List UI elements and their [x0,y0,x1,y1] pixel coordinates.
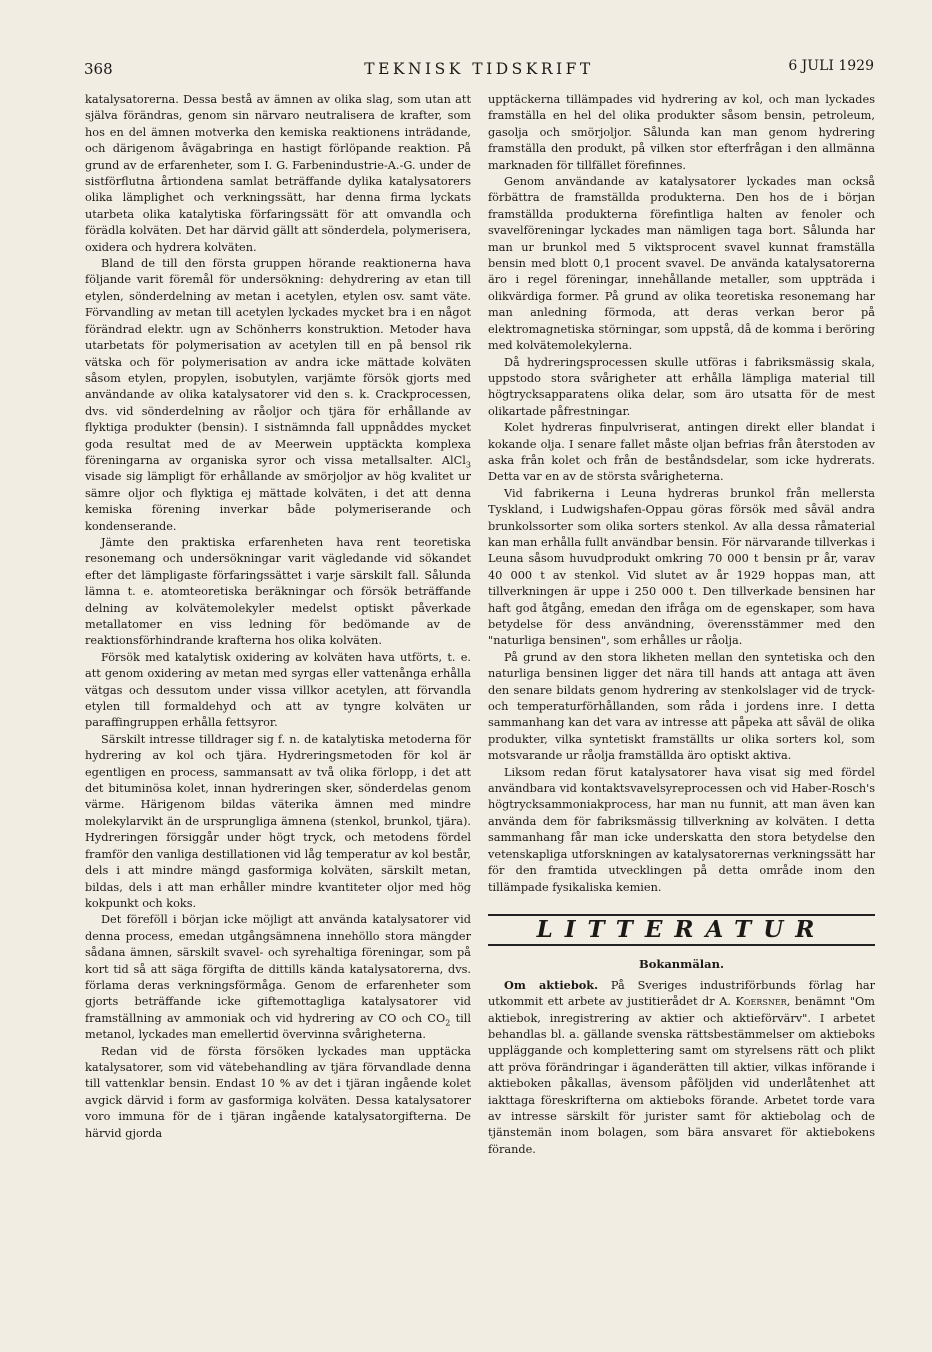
paragraph [85,256,471,535]
review-author: Koersner [735,995,787,1009]
paragraph: Då hydreringsprocessen skulle utföras i fabriksmässig skala, uppstodo stora svårigheter att erhålla lämpliga material till högtrycksapparatens olika delar, som äro utsatta för de mest olikartade påfrestningar. [488,355,875,418]
paragraph: upptäckerna tillämpades vid hydrering av kol, och man lyckades framställa en hel del olika produkter såsom bensin, petroleum, gasolja och smörjoljor. Sålunda kan man genom hydrering framställa den produkt, på vilken stor efterfrågan i den allmänna marknaden för tillfället förefinnes. [488,93,875,172]
page-number: 368 [84,60,113,78]
review-title: Om aktiebok. [504,977,599,992]
paragraph: katalysatorerna. Dessa bestå av ämnen av olika slag, som utan att själva förändras, genom sin närvaro neutralisera de krafter, som hos en del ämnen motverka den kemiska reaktionens inträdande, och därigenom åvägabringa en hastigt förlöpande reaktion. På grund av de erfarenheter, som I. G. Farbenindustrie-A.-G. under de sistförflutna årtiondena samlat beträffande dylika katalysatorers olika lämplighet och verkningssätt, har denna firma lyckats utarbeta olika katalytiska förfaringssätt för att omvandla och förädla kolväten. Det har därvid gällt att sönderdela, polymerisera, oxidera och hydrera kolväten. [85,93,471,254]
paragraph: Vid fabrikerna i Leuna hydreras brunkol från mellersta Tyskland, i Ludwigshafen-Oppau göras försök med såväl andra brunkolssorter som olika sorters stenkol. Av alla dessa råmaterial kan man erhålla fullt användbar bensin. För närvarande tillverkas i Leuna såsom huvudprodukt omkring 70 000 t bensin pr år, varav 40 000 t av stenkol. Vid slutet av år 1929 hoppas man, att tillverkningen är uppe i 250 000 t. Den tillverkade bensinen har haft god åtgång, emedan den ifråga om de egenskaper, som hava betydelse för dess användning, överensstämmer med den "naturliga bensinen", som erhålles ur råolja. [488,486,875,648]
issue-date: 6 JULI 1929 [788,58,874,74]
paragraph-text: visade sig lämpligt för erhållande av smörjoljor av hög kvalitet ur sämre oljor och flyktiga ej mättade kolväten, i det att denna kemiska förening inverkar både polymeriserande och kondenserande. [85,470,471,533]
subscript: 2 [445,1018,451,1027]
section-title-litteratur: LITTERATUR [488,914,875,946]
paragraph-text: till metanol, lyckades man emellertid övervinna svårigheterna. [85,1011,471,1042]
paragraph: Kolet hydreras finpulvriserat, antingen direkt eller blandat i kokande olja. I senare fallet måste oljan befrias från återstoden av aska från kolet och från de beståndsdelar, som icke hydrerats. Detta var en av de största svårigheterna. [488,421,875,484]
paragraph-text: Bland de till den första gruppen hörande reaktionerna hava följande varit föremål för undersökning: dehydrering av etan till etylen, sönderdelning av metan i acetylen, etylen osv. samt väte. Förvandling av metan till acetylen lyckades mycket bra i en något förändrad elektr. ugn av Schönherrs konstruktion. Metoder hava utarbetats för polymerisation av acetylen till en på bensol rik vätska och för polymerisation av andra icke mättade kolväten såsom etylen, propylen, isobutylen, varjämte försök gjorts med användande av olika katalysatorer vid den s. k. Crackprocessen, dvs. vid sönderdelning av råoljor och tjära för erhållande av flyktiga produkter (bensin). I sistnämnda fall uppnåddes mycket goda resultat med de av Meerwein upptäckta komplexa föreningarna av organiska syror och vissa metallsalter. AlCl [85,257,471,467]
paragraph-text: Det föreföll i början icke möjligt att använda katalysatorer vid denna process, emedan utgångsämnena innehöllo stora mängder sådana ämnen, särskilt svavel- och syrehaltiga föreningar, som på kort tid så att säga förgifta de dittills kända katalysatorerna, dvs. förlama deras verkningsförmåga. Genom de erfarenheter som gjorts beträffande icke giftemottagliga katalysatorer vid framställning av ammoniak och vid hydrering av CO och CO [85,913,471,1025]
left-column [85,92,471,1142]
page-header [84,56,874,84]
right-column [488,92,875,1158]
paragraph: Genom användande av katalysatorer lyckades man också förbättra de framställda produkterna. Den hos de i början framställda produkterna förefintliga halten av fenoler och svavelföreningar lyckades man nämligen taga bort. Sålunda har man ur brunkol med 5 viktsprocent svavel kunnat framställa bensin med blott 0,1 procent svavel. De använda katalysatorerna äro i regel föreningar, innehållande metaller, som uppträda i olikvärdiga former. På grund av olika teoretiska resonemang har man anledning förmoda, att deras verkan beror på elektromagnetiska störningar, som uppstå, då de komma i beröring med kolvätemolekylerna. [488,175,875,353]
paragraph: Särskilt intresse tilldrager sig f. n. de katalytiska metoderna för hydrering av kol och tjära. Hydreringsmetoden för kol är egentligen en process, sammansatt av två olika förlopp, i det att det bituminösa kolet, innan hydreringen sker, sönderdelas genom värme. Härigenom bildas väterika ämnen med mindre molekylarvikt än de ursprungliga ämnena (stenkol, brunkol, tjära). Hydreringen försiggår under högt tryck, och metodens fördel framför den vanliga destillationen vid låg temperatur av kol består, dels i att mindre mängd gasformiga kolväten, särskilt metan, bildas, dels i att man erhåller mindre kvantiteter oljor med hög kokpunkt och koks. [85,732,471,910]
paragraph: Jämte den praktiska erfarenheten hava rent teoretiska resonemang och undersökningar varit vägledande vid sökandet efter det lämpligaste förfaringssättet i varje särskilt fall. Sålunda lämna t. e. atomteoretiska beräkningar och försök beträffande delning av kolvätemolekyler medelst optiskt påverkade metallatomer en viss ledning för bedömande av de reaktionsförhindrande krafterna hos olika kolväten. [85,535,471,648]
paragraph-text: På Sveriges industriförbunds förlag har utkommit ett arbete av justitierådet dr A. [488,978,875,1009]
paragraph-text: , benämnt "Om aktiebok, inregistrering av aktier och aktieförvärv". I arbetet behandlas bl. a. gällande svenska rättsbestämmelser om aktieboks uppläggande och komplettering samt om styrelsens rätt och plikt att pröva förändringar i äganderätten till aktier, vilkas införande i aktieboken påkallas, ävensom påföljden vid underlåtenhet att iakttaga föreskrifterna om aktieboks förande. Arbetet torde vara av intresse särskilt för jurister samt för aktiebolag och de tjänstemän inom bolagen, som bära ansvaret för aktiebokens förande. [488,995,875,1156]
paragraph: Liksom redan förut katalysatorer hava visat sig med fördel användbara vid kontaktsvavelsyreprocessen och vid Haber-Rosch's högtrycksammoniakprocess, har man nu funnit, att man även kan använda dem för fabriksmässig tillverkning av kolväten. I detta sammanhang får man icke underskatta den stora betydelse den vetenskapliga utforskningen av katalysatorernas verkningssätt har för den framtida utvecklingen på detta område inom den tillämpade fysikaliska kemien. [488,765,875,894]
subscript: 3 [465,460,471,470]
paragraph: Försök med katalytisk oxidering av kolväten hava utförts, t. e. att genom oxidering av metan med syrgas eller vattenånga erhålla vätgas och dessutom under vissa villkor acetylen, att förvandla etylen till formaldehyd och att av tyngre kolväten ur paraffingruppen erhålla fettsyror. [85,650,471,730]
subheading: Bokanmälan. [639,957,724,972]
paragraph: Redan vid de första försöken lyckades man upptäcka katalysatorer, som vid vätebehandling av tjära förvandlade denna till vattenklar bensin. Endast 10 % av det i tjäran ingående kolet avgick därvid i form av gasformiga kolväten. Dessa katalysatorer voro immuna för de i tjäran ingående katalysatorgifterna. De härvid gjorda [85,1044,471,1140]
paragraph: På grund av den stora likheten mellan den syntetiska och den naturliga bensinen ligger det nära till hands att antaga att även den senare bildats genom hydrering av stenkolslager vid de tryck- och temperaturförhållanden, som råda i jordens inre. I detta sammanhang kan det vara av intresse att påpeka att såväl de olika produkter, vilka syntetiskt framställts ur olika sorters kol, som motsvarande ur råolja framställda äro optiskt aktiva. [488,650,875,763]
paragraph [85,912,471,1043]
book-review [488,977,875,1158]
journal-title: TEKNISK TIDSKRIFT [364,60,594,78]
